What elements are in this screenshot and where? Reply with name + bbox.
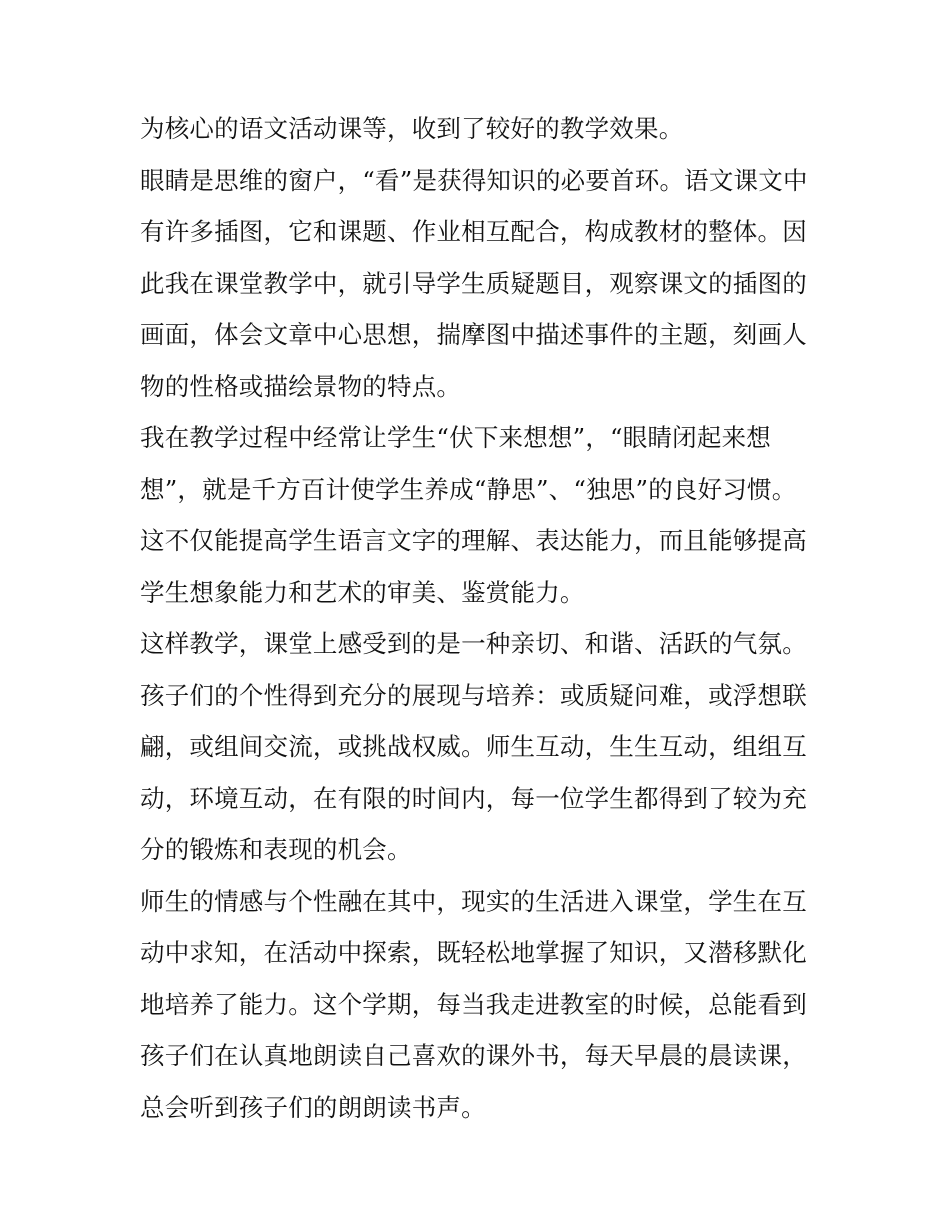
- text-line: 此我在课堂教学中，就引导学生质疑题目，观察课文的插图的: [140, 268, 807, 298]
- text-line: 这样教学，课堂上感受到的是一种亲切、和谐、活跃的气氛。: [140, 629, 807, 658]
- text-line: 分的锻炼和表现的机会。: [140, 835, 412, 864]
- text-line: 孩子们在认真地朗读自己喜欢的课外书，每天早晨的晨读课，: [140, 1041, 807, 1070]
- text-line: 我在教学过程中经常让学生“伏下来想想”，“眼睛闭起来想: [140, 423, 771, 452]
- text-line: 这不仅能提高学生语言文字的理解、表达能力，而且能够提高: [140, 526, 807, 555]
- text-line: 动中求知，在活动中探索，既轻松地掌握了知识，又潜移默化: [140, 938, 807, 967]
- text-line: 为核心的语文活动课等，收到了较好的教学效果。: [140, 114, 684, 143]
- text-line: 画面，体会文章中心思想，揣摩图中描述事件的主题，刻画人: [140, 320, 807, 349]
- text-line: 有许多插图，它和课题、作业相互配合，构成教材的整体。因: [140, 217, 807, 246]
- text-line: 翩，或组间交流，或挑战权威。师生互动，生生互动，组组互: [140, 732, 807, 761]
- text-line: 动，环境互动，在有限的时间内，每一位学生都得到了较为充: [140, 783, 807, 813]
- text-line: 孩子们的个性得到充分的展现与培养：或质疑问难，或浮想联: [140, 680, 807, 710]
- text-line: 想”，就是千方百计使学生养成“静思”、“独思”的良好习惯。: [140, 474, 797, 504]
- text-line: 师生的情感与个性融在其中，现实的生活进入课堂，学生在互: [140, 886, 807, 916]
- text-line: 学生想象能力和艺术的审美、鉴赏能力。: [140, 577, 585, 607]
- text-line: 总会听到孩子们的朗朗读书声。: [140, 1092, 486, 1122]
- document-body: [140, 103, 820, 1133]
- text-line: 物的性格或描绘景物的特点。: [140, 371, 462, 401]
- text-line: 眼睛是思维的窗户，“看”是获得知识的必要首环。语文课文中: [140, 165, 808, 195]
- text-line: 地培养了能力。这个学期，每当我走进教室的时候，总能看到: [140, 989, 807, 1019]
